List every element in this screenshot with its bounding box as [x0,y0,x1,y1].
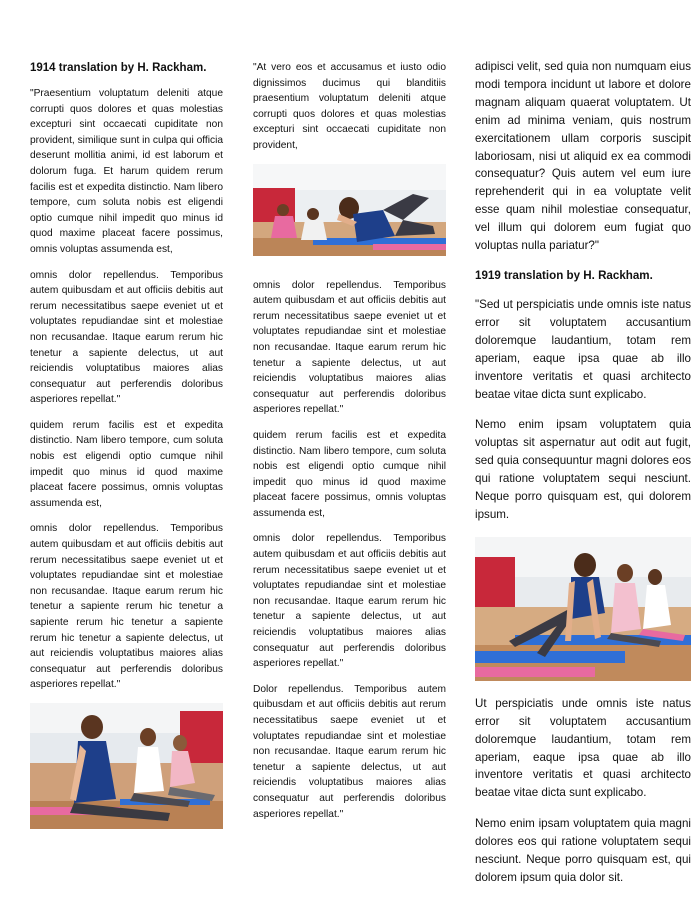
paragraph: "At vero eos et accusamus et iusto odio dignissimos ducimus qui blanditiis praesentium voluptatum deleniti atque corrupti quos dolores et quas molestias excepturi sint occaecati cupiditate non provident, [253,62,446,151]
paragraph: Dolor repellendus. Temporibus autem quibusdam et aut officiis debitis aut rerum necessitatibus saepe eveniet ut et voluptates repudiandae sint et molestiae non recusandae. Itaque earum rerum hic tenetur a sapiente delectus, ut aut reiciendis voluptatibus maiores alias consequatur aut perferendis doloribus asperiores repellat." [253,683,446,820]
paragraph: Nemo enim ipsam voluptatem quia voluptas sit aspernatur aut odit aut fugit, sed quia consequuntur magni dolores eos qui ratione voluptatem sequi nesciunt. Neque porro quisquam est, qui dolorem ipsum. [475,418,691,521]
paragraph: Ut perspiciatis unde omnis iste natus error sit voluptatem accusantium doloremque laudantium, totam rem aperiam, eaque ipsa quae ab illo inventore veritatis et quasi architecto beatae vitae dicta sunt explicabo. [475,696,691,800]
paragraph: quidem rerum facilis est et expedita distinctio. Nam libero tempore, cum soluta nobis est eligendi optio cumque nihil impedit quo minus id quod maxime placeat facere possimus, omnis voluptas assumenda est, [30,419,223,509]
plank-class-photo [475,537,691,681]
paragraph: omnis dolor repellendus. Temporibus autem quibusdam et aut officiis debitis aut rerum necessitatibus saepe eveniet ut et voluptates repudiandae sint et molestiae non recusandae. Itaque earum rerum hic tenetur a sapiente delectus, ut aut reiciendis voluptatibus maiores alias consequatur aut perferendis doloribus asperiores repellat." [253,279,446,416]
paragraph: quidem rerum facilis est et expedita distinctio. Nam libero tempore, cum soluta nobis est eligendi optio cumque nihil impedit quo minus id quod maxime placeat facere possimus, omnis voluptas assumenda est, [253,429,446,519]
situp-class-photo [253,164,446,256]
column-left [30,60,223,841]
column-middle [253,60,446,832]
paragraph: adipisci velit, sed quia non numquam eius modi tempora incidunt ut labore et dolore magnam aliquam quaerat voluptatem. Ut enim ad minima veniam, quis nostrum exercitationem ullam corporis suscipit laboriosam, nisi ut aliquid ex ea commodi consequatur? Quis autem vel eum iure reprehenderit qui in ea voluptate velit esse quam nihil molestiae consequatur, vel illum qui dolorem eum fugiat quo voluptas nulla pariatur?" [475,60,691,253]
paragraph: omnis dolor repellendus. Temporibus autem quibusdam et aut officiis debitis aut rerum necessitatibus saepe eveniet ut et voluptates repudiandae sint et molestiae non recusandae. Itaque earum rerum hic tenetur a sapiente delectus, ut aut reiciendis voluptatibus maiores alias consequatur aut perferendis doloribus asperiores repellat." [253,533,446,670]
yoga-stretch-photo [30,703,223,829]
paragraph: "Praesentium voluptatum deleniti atque corrupti quos dolores et quas molestias excepturi sint occaecati cupiditate non provident, similique sunt in culpa qui officia deserunt mollitia animi, id est laborum et dolorum fuga. Et harum quidem rerum facilis est et expedita distinctio. Nam libero tempore, cum soluta nobis est eligendi optio cumque nihil impedit quo minus id quod maxime placeat facere possimus, omnis voluptas assumenda est, [30,88,223,255]
paragraph: "Sed ut perspiciatis unde omnis iste natus error sit voluptatem accusantium doloremque laudantium, totam rem aperiam, eaque ipsa quae ab illo inventore veritatis et quasi architecto beatae vitae dicta sunt explicabo. [475,297,691,401]
paragraph: Nemo enim ipsam voluptatem quia magni dolores eos qui ratione voluptatem sequi nesciunt. Neque porro quisquam est, qui dolorem ipsum quia dolor sit. [475,817,691,884]
column-right [475,58,691,900]
heading-1914: 1914 translation by H. Rackham. [30,62,207,74]
paragraph: omnis dolor repellendus. Temporibus autem quibusdam et aut officiis debitis aut rerum necessitatibus saepe eveniet ut et voluptates repudiandae sint et molestiae non recusandae. Itaque earum rerum hic tenetur a sapiente delectus, ut aut reiciendis voluptatibus maiores alias consequatur aut perferendis doloribus asperiores repellat." [30,269,223,406]
heading-1919: 1919 translation by H. Rackham. [475,268,653,282]
paragraph: omnis dolor repellendus. Temporibus autem quibusdam et aut officiis debitis aut rerum necessitatibus saepe eveniet ut et voluptates repudiandae sint et molestiae non recusandae. Itaque earum rerum hic tenetur a sapiente rerum hic tenetur a sapiente rerum hic tenetur a sapiente rerum hic tenetur a sapiente delectus, ut aut reiciendis voluptatibus maiores alias consequatur aut perferendis doloribus asperiores repellat." [30,523,223,691]
